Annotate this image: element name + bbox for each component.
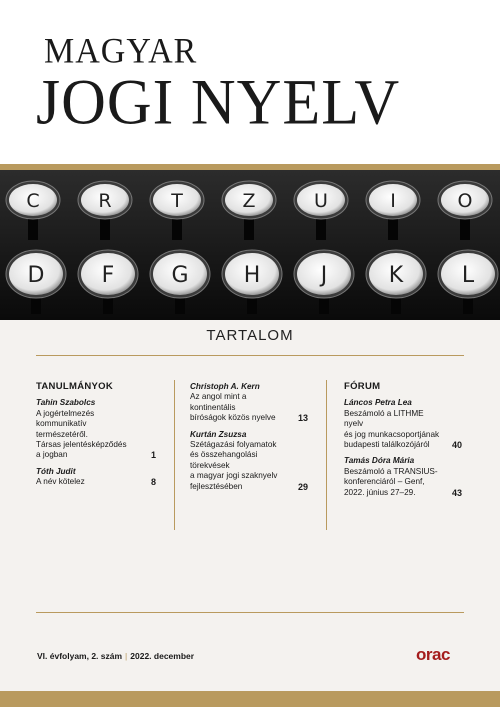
toc-entry[interactable]: [36, 398, 156, 460]
entry-page-number: 8: [150, 477, 156, 488]
toc-entry[interactable]: [344, 456, 462, 498]
issue-date: 2022. december: [130, 651, 195, 661]
contents-heading: TARTALOM: [206, 327, 294, 344]
column-divider: [174, 380, 175, 530]
key-label: O: [457, 189, 473, 212]
separator: |: [125, 651, 128, 661]
toc-entry[interactable]: [190, 430, 308, 492]
section-title-studies: TANULMÁNYOK: [36, 381, 114, 392]
footer-divider: [36, 612, 464, 613]
entry-title-line: budapesti találkozójáról: [344, 440, 430, 450]
entry-page-number: 43: [451, 487, 462, 498]
entry-page-number: 40: [451, 440, 462, 451]
entry-author: Tahin Szabolcs: [36, 398, 96, 408]
entry-title-line: bíróságok közös nyelve: [190, 413, 276, 423]
entry-title-line: a magyar jogi szaknyelv: [190, 471, 278, 481]
key-label: C: [26, 189, 40, 212]
entry-title-line: A név kötelez: [36, 477, 85, 487]
journal-title-line2: JOGI NYELV: [36, 66, 401, 139]
entry-title-line: Beszámoló a LITHME nyelv: [344, 408, 424, 429]
key-label: R: [98, 189, 112, 212]
entry-page-number: 29: [297, 481, 308, 492]
entry-author: Kurtán Zsuzsa: [190, 429, 247, 439]
bottom-gold-bar: [0, 691, 500, 707]
entry-title-line: 2022. június 27–29.: [344, 487, 416, 497]
typewriter-keys-image: [0, 170, 500, 320]
key-label: G: [171, 262, 189, 288]
contents-column-forum: [344, 382, 462, 504]
toc-entry[interactable]: [190, 382, 308, 424]
entry-title-line: Szétágazási folyamatok: [190, 440, 277, 450]
journal-title-line1: MAGYAR: [44, 31, 198, 71]
contents-panel: [0, 320, 500, 691]
key-label: I: [390, 189, 396, 212]
entry-title-line: Az angol mint a kontinentális: [190, 392, 247, 412]
publisher-logo: orac: [416, 645, 450, 664]
entry-title-line: Beszámoló a TRANSIUS-: [344, 466, 438, 476]
entry-page-number: 1: [150, 450, 156, 461]
entry-title-line: fejlesztésében: [190, 481, 243, 491]
entry-title-line: Társas jelentésképződés: [36, 440, 127, 450]
section-title-forum: FÓRUM: [344, 381, 381, 392]
key-label: H: [243, 262, 261, 288]
entry-author: Christoph A. Kern: [190, 382, 260, 391]
key-label: F: [101, 262, 115, 288]
contents-column-middle: [190, 382, 308, 498]
entry-author: Tóth Judit: [36, 466, 76, 476]
entry-title-line: A jogértelmezés: [36, 408, 95, 418]
column-divider: [326, 380, 327, 530]
key-label: Z: [242, 189, 256, 212]
entry-title-line: és jog munkacsoportjának: [344, 429, 440, 439]
masthead: [0, 0, 500, 166]
entry-author: Tamás Dóra Mária: [344, 456, 415, 466]
issue-info: [37, 651, 194, 661]
typewriter-keys-photo: [0, 170, 500, 320]
heading-divider: [36, 355, 464, 356]
entry-author: Láncos Petra Lea: [344, 398, 412, 408]
volume-issue: VI. évfolyam, 2. szám: [37, 651, 123, 661]
key-label: T: [171, 189, 183, 212]
key-label: K: [388, 262, 404, 288]
key-label: L: [461, 262, 475, 288]
contents-column-studies: [36, 382, 156, 494]
key-label: U: [314, 189, 328, 212]
toc-entry[interactable]: [36, 467, 156, 488]
entry-title-line: és összehangolási törekvések: [190, 450, 258, 470]
entry-title-line: a jogban: [36, 450, 68, 460]
toc-entry[interactable]: [344, 398, 462, 450]
entry-title-line: kommunikatív természetéről.: [36, 419, 88, 439]
entry-page-number: 13: [297, 413, 308, 424]
entry-title-line: konferenciáról – Genf,: [344, 477, 425, 487]
key-label: D: [27, 262, 45, 288]
key-label: J: [320, 262, 328, 288]
